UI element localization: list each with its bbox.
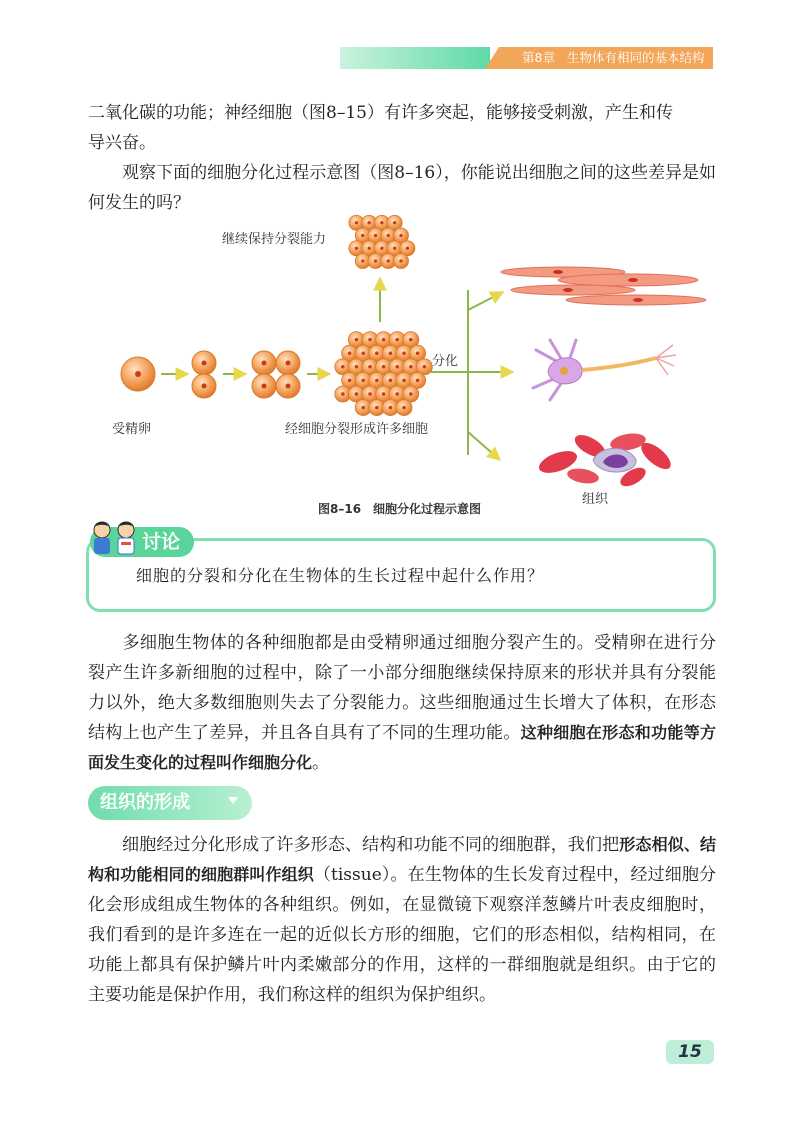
- para2-text: 观察下面的细胞分化过程示意图（图8–16），你能说出细胞之间的这些差异是如何发生的吗？: [88, 163, 716, 213]
- label-keep-dividing: 继续保持分裂能力: [222, 232, 327, 247]
- dividing-cells-cluster: [349, 215, 415, 268]
- label-many-cells: 经细胞分裂形成许多细胞: [285, 422, 429, 437]
- para3-text: 多细胞生物体的各种细胞都是由受精卵通过细胞分裂产生的。受精卵在进行分裂产生许多新细胞的过程中，除了一小部分细胞继续保持原来的形状并具有分裂能力以外，绝大多数细胞则失去了分裂能力。这些细胞通过生长增大了体积，在形态结构上也产生了差异，并且各自具有了不同的生理功能。: [88, 633, 716, 743]
- label-differentiation: 分化: [432, 354, 459, 369]
- discussion-question: 细胞的分裂和分化在生物体的生长过程中起什么作用？: [136, 566, 545, 585]
- blood-cells-tissue: [536, 431, 675, 490]
- para3-end: 。: [312, 753, 330, 773]
- section-title: 组织的形成: [100, 792, 190, 813]
- muscle-cells: [501, 267, 706, 305]
- discussion-title: 讨论: [142, 531, 181, 553]
- paragraph-continuation: [88, 98, 716, 158]
- figure-caption: 图8–16 细胞分化过程示意图: [318, 502, 482, 516]
- label-tissue: 组织: [582, 492, 609, 507]
- para1-line2: 导兴奋。: [88, 133, 156, 153]
- chapter-number: 第8章: [522, 50, 555, 65]
- para1-line1: 二氧化碳的功能；神经细胞（图8–15）有许多突起，能够接受刺激，产生和传: [88, 103, 673, 123]
- four-cell-stage: [252, 351, 300, 398]
- two-cell-stage: [192, 351, 216, 398]
- fertilized-egg-cell: [121, 357, 155, 391]
- para3-definition: 这种细胞在形态和功能等方面发生变化的过程叫作细胞分化: [88, 723, 716, 772]
- para4-definition: 形态相似、结构和功能相同的细胞群叫作组织: [88, 835, 716, 884]
- paragraph-tissue: [88, 830, 716, 1010]
- differentiation-arrows: [431, 290, 513, 460]
- students-icon: [88, 518, 142, 558]
- paragraph-differentiation: [88, 628, 716, 778]
- neuron-cell: [533, 340, 676, 400]
- para4-text-a: 细胞经过分化形成了许多形态、结构和功能不同的细胞群，我们把: [122, 835, 620, 855]
- page-number: 15: [678, 1042, 702, 1062]
- label-fertilized-egg: 受精卵: [112, 422, 152, 437]
- para4-text-b: （tissue）。在生物体的生长发育过程中，经过细胞分化会形成组成生物体的各种组织。例如，在显微镜下观察洋葱鳞片叶表皮细胞时，我们看到的是许多连在一起的近似长方形的细胞，它们的形态相似，结构相同，在功能上都具有保护鳞片叶内柔嫩部分的作用，这样的一群细胞就是组织。由于它的主要功能是保护作用，我们称这样的组织为保护组织。: [88, 865, 716, 1005]
- many-cells-cluster: [335, 332, 433, 416]
- cell-differentiation-figure: [88, 200, 728, 500]
- running-header: [522, 47, 716, 69]
- header-green-bar: [340, 47, 490, 69]
- triangle-down-icon: [228, 797, 238, 804]
- chapter-title: 生物体有相同的基本结构: [566, 50, 705, 65]
